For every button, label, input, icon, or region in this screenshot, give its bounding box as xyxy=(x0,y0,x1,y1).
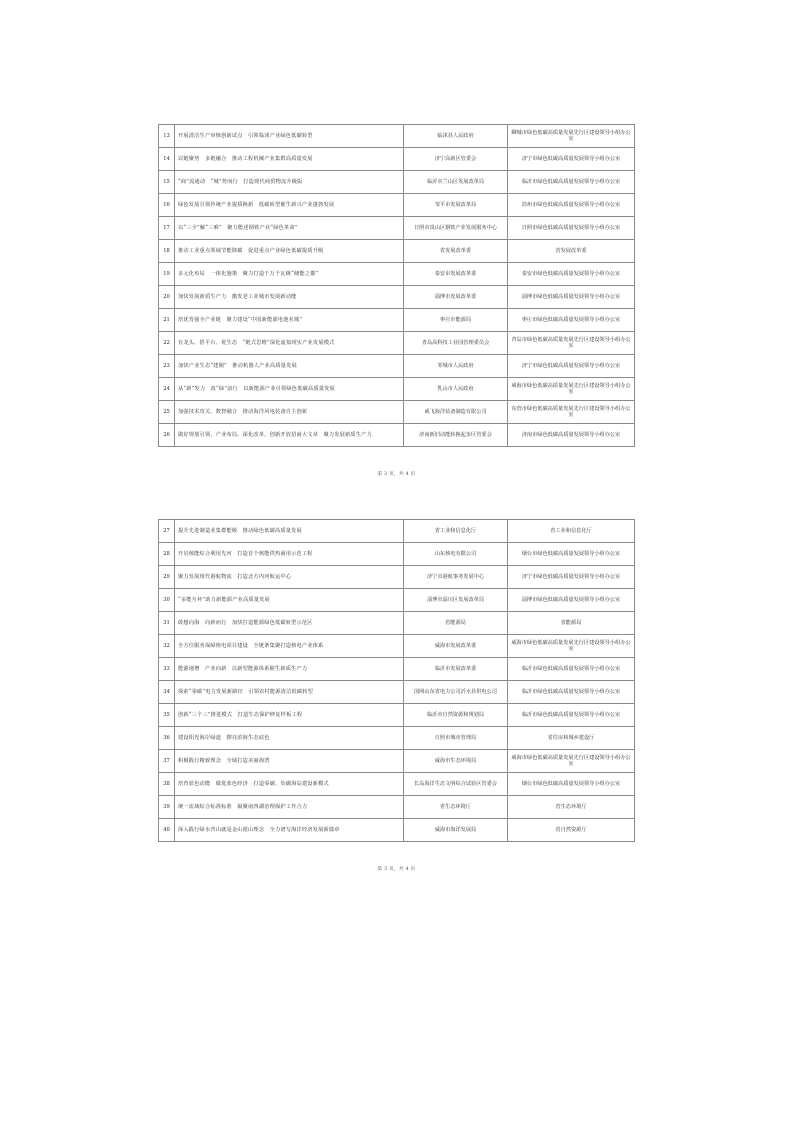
case-title: 统一流域综合标准标准 凝聚南四湖治理保护工作合力 xyxy=(175,796,404,819)
recommending-unit: 淄博市绿色低碳高质量发展领导小组办公室 xyxy=(508,589,635,612)
case-title: 建设阳光海岸绿道 擦亮滨海生态底色 xyxy=(175,727,404,750)
table-row xyxy=(159,263,635,286)
submitting-unit: 威海市生态环境局 xyxy=(404,750,508,773)
row-number: 23 xyxy=(159,355,175,378)
row-number: 19 xyxy=(159,263,175,286)
submitting-unit: 邹城市人民政府 xyxy=(404,355,508,378)
row-number: 36 xyxy=(159,727,175,750)
case-title: 有龙头、搭平台、优生态 “链式思维”深化虚拟现实产业发展模式 xyxy=(175,332,404,355)
recommending-unit: 济宁市绿色低碳高质量发展领导小组办公室 xyxy=(508,566,635,589)
submitting-unit: 国网山东省电力公司沂水县供电公司 xyxy=(404,681,508,704)
recommending-unit: 淄博市绿色低碳高质量发展领导小组办公室 xyxy=(508,286,635,309)
submitting-unit: 威海市海洋发展局 xyxy=(404,819,508,842)
case-title: 开启核能综合利用先河 打造首个核能供热商用示范工程 xyxy=(175,543,404,566)
table-row xyxy=(159,148,635,171)
row-number: 30 xyxy=(159,589,175,612)
table-row xyxy=(159,819,635,842)
case-title: 积极践行精致理念 全域打造美丽海湾 xyxy=(175,750,404,773)
submitting-unit: 邹平市发展改革局 xyxy=(404,194,508,217)
table-row xyxy=(159,401,635,424)
table-row xyxy=(159,355,635,378)
submitting-unit: 济宁高新区管委会 xyxy=(404,148,508,171)
recommending-unit: 日照市绿色低碳高质量发展领导小组办公室 xyxy=(508,217,635,240)
table-row xyxy=(159,171,635,194)
case-table-body xyxy=(159,125,635,447)
row-number: 34 xyxy=(159,681,175,704)
submitting-unit: 省发展改革委 xyxy=(404,240,508,263)
table-row xyxy=(159,286,635,309)
row-number: 35 xyxy=(159,704,175,727)
recommending-unit: 聊城市绿色低碳高质量发展先行区建设领导小组办公室 xyxy=(508,125,635,148)
recommending-unit: 泰安市绿色低碳高质量发展领导小组办公室 xyxy=(508,263,635,286)
table-row xyxy=(159,194,635,217)
submitting-unit: 日照市城市管理局 xyxy=(404,727,508,750)
case-title: 培育蓝色动能 做优蓝色经济 打造零碳、负碳海岛建设新模式 xyxy=(175,773,404,796)
row-number: 15 xyxy=(159,171,175,194)
row-number: 32 xyxy=(159,635,175,658)
recommending-unit: 临沂市绿色低碳高质量发展领导小组办公室 xyxy=(508,681,635,704)
page-1-table-section xyxy=(158,124,634,447)
table-row xyxy=(159,309,635,332)
recommending-unit: 临沂市绿色低碳高质量发展领导小组办公室 xyxy=(508,704,635,727)
page-footer: 第 3 页，共 4 页 xyxy=(377,472,416,477)
row-number: 31 xyxy=(159,612,175,635)
row-number: 20 xyxy=(159,286,175,309)
case-title: 以“三全”解“三难” 聚力能述钢铁产业“绿色革命” xyxy=(175,217,404,240)
case-list-table xyxy=(158,124,635,447)
row-number: 28 xyxy=(159,543,175,566)
recommending-unit: 烟台市绿色低碳高质量发展领导小组办公室 xyxy=(508,773,635,796)
case-title: 提升先进制造业集群能级 推动绿色低碳高质量发展 xyxy=(175,520,404,543)
table-row xyxy=(159,566,635,589)
case-title: 以链聚势 多链融合 推动工程机械产业集群高质量发展 xyxy=(175,148,404,171)
case-title: 培优育强全产业链 聚力建设“中国新能源电池名城” xyxy=(175,309,404,332)
case-title: 创新“三个三”推进模式 打造生态保护修复样板工程 xyxy=(175,704,404,727)
table-row xyxy=(159,727,635,750)
submitting-unit: 泰安市发展改革委 xyxy=(404,263,508,286)
recommending-unit: 省自然资源厅 xyxy=(508,819,635,842)
row-number: 21 xyxy=(159,309,175,332)
case-title: 多元化布局 一体化施策 聚力打造千万千瓦级“储能之都” xyxy=(175,263,404,286)
table-row xyxy=(159,635,635,658)
submitting-unit: 省能源局 xyxy=(404,612,508,635)
row-number: 18 xyxy=(159,240,175,263)
table-row xyxy=(159,773,635,796)
table-row xyxy=(159,378,635,401)
recommending-unit: 滨州市绿色低碳高质量发展领导小组办公室 xyxy=(508,194,635,217)
submitting-unit: 淄博市发展改革委 xyxy=(404,286,508,309)
row-number: 26 xyxy=(159,424,175,447)
submitting-unit: 日照市岚山区钢铁产业发展服务中心 xyxy=(404,217,508,240)
table-row xyxy=(159,240,635,263)
case-title: 做好规划引领、产业布局、深化改革，创新开放招商大文章 聚力发展新质生产力 xyxy=(175,424,404,447)
row-number: 39 xyxy=(159,796,175,819)
case-list-table xyxy=(158,519,635,842)
row-number: 24 xyxy=(159,378,175,401)
case-title: 能源速增 产业向新 以新型能源体系催生新质生产力 xyxy=(175,658,404,681)
case-title: 推动工业重点领域节能降碳 促进重点产业绿色低碳提质升级 xyxy=(175,240,404,263)
submitting-unit: 临沂市兰山区发展改革局 xyxy=(404,171,508,194)
submitting-unit: 淄博市淄川区发展改革局 xyxy=(404,589,508,612)
case-title: 探索“零碳”电力发展新路径 引领农村能源清洁低碳转型 xyxy=(175,681,404,704)
submitting-unit: 长岛海洋生态文明综合试验区管委会 xyxy=(404,773,508,796)
table-row xyxy=(159,704,635,727)
row-number: 22 xyxy=(159,332,175,355)
case-title: “多能互补”助力新能源产业高质量发展 xyxy=(175,589,404,612)
row-number: 33 xyxy=(159,658,175,681)
case-title: 绿色发展引领传统产业提质换新 低碳转型催生新兴产业蓬勃发展 xyxy=(175,194,404,217)
row-number: 14 xyxy=(159,148,175,171)
submitting-unit: 枣庄市能源局 xyxy=(404,309,508,332)
case-title: 深入践行绿水青山就是金山银山理念 全力谱写海洋经济发展新篇章 xyxy=(175,819,404,842)
row-number: 29 xyxy=(159,566,175,589)
row-number: 37 xyxy=(159,750,175,773)
table-row xyxy=(159,796,635,819)
recommending-unit: 烟台市绿色低碳高质量发展领导小组办公室 xyxy=(508,543,635,566)
submitting-unit: 省生态环境厅 xyxy=(404,796,508,819)
row-number: 17 xyxy=(159,217,175,240)
table-row xyxy=(159,543,635,566)
submitting-unit: 临沭县人民政府 xyxy=(404,125,508,148)
submitting-unit: 威海市发展改革委 xyxy=(404,635,508,658)
row-number: 16 xyxy=(159,194,175,217)
row-number: 13 xyxy=(159,125,175,148)
recommending-unit: 省住房和城乡建设厅 xyxy=(508,727,635,750)
table-row xyxy=(159,658,635,681)
recommending-unit: 省能源局 xyxy=(508,612,635,635)
case-table-body xyxy=(159,520,635,842)
submitting-unit: 山东核电有限公司 xyxy=(404,543,508,566)
case-title: 全方位服务保障核电项目建设 全链条集聚打造核电产业体系 xyxy=(175,635,404,658)
table-row xyxy=(159,750,635,773)
recommending-unit: 枣庄市绿色低碳高质量发展领导小组办公室 xyxy=(508,309,635,332)
table-row xyxy=(159,125,635,148)
submitting-unit: 济宁市港航事务发展中心 xyxy=(404,566,508,589)
case-title: 从“新”发力 改“绿”前行 以新能源产业引领绿色低碳高质量发展 xyxy=(175,378,404,401)
submitting-unit: 威飞海洋装备制造有限公司 xyxy=(404,401,508,424)
submitting-unit: 济南新旧动能转换起步区管委会 xyxy=(404,424,508,447)
case-title: 开展清洁生产审核创新试点 引领临沭产业绿色低碳转型 xyxy=(175,125,404,148)
table-row xyxy=(159,589,635,612)
recommending-unit: 省生态环境厅 xyxy=(508,796,635,819)
recommending-unit: 青岛市绿色低碳高质量发展先行区建设领导小组办公室 xyxy=(508,332,635,355)
recommending-unit: 省发展改革委 xyxy=(508,240,635,263)
submitting-unit: 临沂市发展改革委 xyxy=(404,658,508,681)
recommending-unit: 威海市绿色低碳高质量发展先行区建设领导小组办公室 xyxy=(508,378,635,401)
case-title: 敢想向海 向新而行 加快打造能源绿色低碳转型示范区 xyxy=(175,612,404,635)
case-title: 聚力发展现代港航物流 打造北方内河航运中心 xyxy=(175,566,404,589)
table-row xyxy=(159,424,635,447)
case-title: “商”流通动 “城”势而行 打造现代商贸物流升级版 xyxy=(175,171,404,194)
row-number: 27 xyxy=(159,520,175,543)
recommending-unit: 临沂市绿色低碳高质量发展领导小组办公室 xyxy=(508,658,635,681)
table-row xyxy=(159,217,635,240)
row-number: 25 xyxy=(159,401,175,424)
submitting-unit: 临沂市自然资源和规划局 xyxy=(404,704,508,727)
recommending-unit: 威海市绿色低碳高质量发展先行区建设领导小组办公室 xyxy=(508,750,635,773)
recommending-unit: 东营市绿色低碳高质量发展先行区建设领导小组办公室 xyxy=(508,401,635,424)
case-title: 加强技术攻关、数智融合 推动海洋风电装备自主创新 xyxy=(175,401,404,424)
table-row xyxy=(159,332,635,355)
submitting-unit: 青岛高科技工业园管理委员会 xyxy=(404,332,508,355)
row-number: 38 xyxy=(159,773,175,796)
submitting-unit: 乳山市人民政府 xyxy=(404,378,508,401)
recommending-unit: 济宁市绿色低碳高质量发展领导小组办公室 xyxy=(508,355,635,378)
table-row xyxy=(159,612,635,635)
case-title: 加快发展新质生产力 激发老工业城市发展新动能 xyxy=(175,286,404,309)
case-title: 加快产业生态“建圈” 推动机器人产业高质量发展 xyxy=(175,355,404,378)
page-footer: 第 3 页，共 4 页 xyxy=(377,867,416,872)
table-row xyxy=(159,681,635,704)
page-2-table-section xyxy=(158,519,634,842)
recommending-unit: 省工业和信息化厅 xyxy=(508,520,635,543)
row-number: 40 xyxy=(159,819,175,842)
table-row xyxy=(159,520,635,543)
submitting-unit: 省工业和信息化厅 xyxy=(404,520,508,543)
recommending-unit: 济南市绿色低碳高质量发展领导小组办公室 xyxy=(508,424,635,447)
recommending-unit: 临沂市绿色低碳高质量发展领导小组办公室 xyxy=(508,171,635,194)
recommending-unit: 威海市绿色低碳高质量发展先行区建设领导小组办公室 xyxy=(508,635,635,658)
recommending-unit: 济宁市绿色低碳高质量发展领导小组办公室 xyxy=(508,148,635,171)
